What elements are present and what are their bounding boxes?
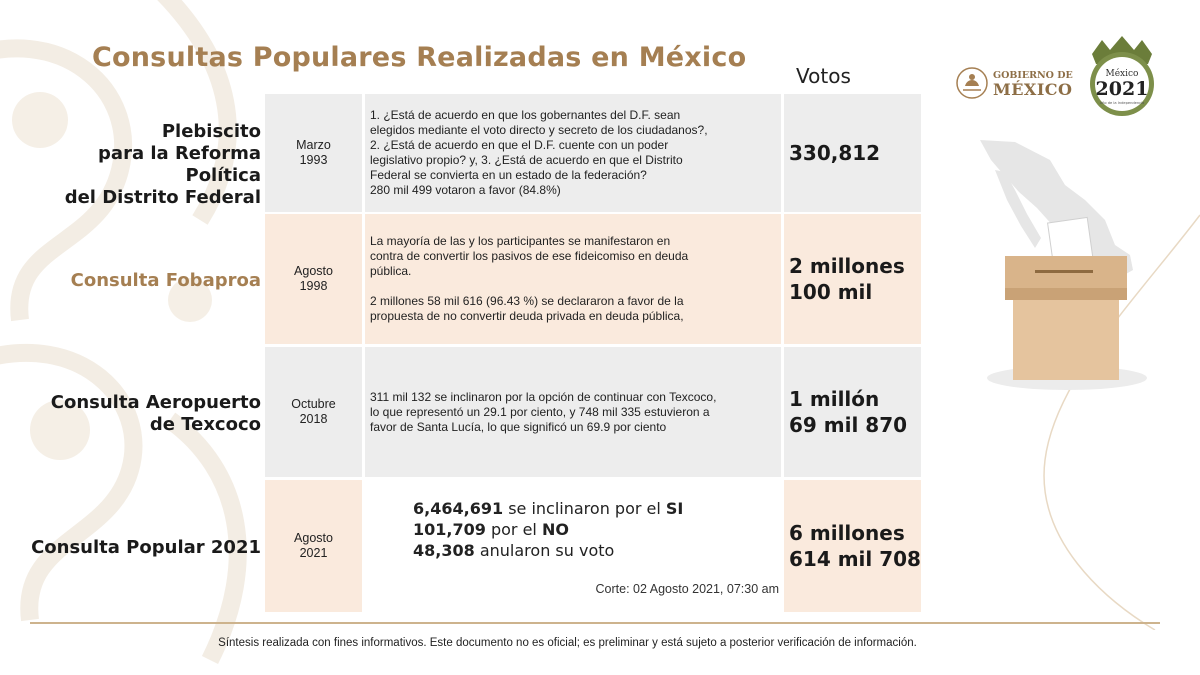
row-label-plebiscito: Plebiscito para la Reforma Política del Distrito Federal [64,121,261,208]
footer-disclaimer: Síntesis realizada con fines informativos. Este documento no es oficial; es preliminar y está sujeto a posterior verificación de información. [218,637,917,649]
results-cell-2021 [365,480,781,612]
date-cell-1993: Marzo 1993 [265,94,362,212]
votes-column-header: Votos [796,64,851,88]
background-pattern [0,0,300,675]
date-cell-2018: Octubre 2018 [265,347,362,477]
seal-year: 2021 [1095,78,1149,100]
mexico-2021-seal [1082,34,1162,120]
votes-cell-fobaproa: 2 millones 100 mil [784,214,921,344]
description-cell-fobaproa: La mayoría de las y los participantes se manifestaron en contra de convertir los pasivos de ese fideicomiso en deuda pública. 2 millones 58 mil 616 (96.43 %) se declararon a favor de la propuesta de no convertir deuda privada en deuda pública, [365,214,781,344]
results-list [413,498,683,561]
votes-cell-consulta-2021: 6 millones 614 mil 708 [784,480,921,612]
coat-of-arms-icon [955,66,989,100]
row-label-consulta-2021: Consulta Popular 2021 [31,537,261,558]
result-anulados: 48,308 anularon su voto [413,541,615,560]
ballot-box-illustration [955,130,1200,630]
date-cell-2021: Agosto 2021 [265,480,362,612]
description-cell-plebiscito: 1. ¿Está de acuerdo en que los gobernantes del D.F. sean elegidos mediante el voto directo y secreto de los ciudadanos?, 2. ¿Está de acuerdo en que el D.F. cuente con un poder legislativo propio? y, 3. ¿Está de acuerdo en que el Distrito Federal se convierta en un estado de la federación? 280 mil 499 votaron a favor (84.8%) [365,94,781,212]
seal-line1: México [1105,69,1139,79]
result-si: 6,464,691 se inclinaron por el SI [413,499,684,518]
gobierno-line2: MÉXICO [993,80,1073,99]
date-cell-1998: Agosto 1998 [265,214,362,344]
row-label-aeropuerto: Consulta Aeropuerto de Texcoco [50,392,261,435]
result-no: 101,709 por el NO [413,520,569,539]
votes-cell-aeropuerto: 1 millón 69 mil 870 [784,347,921,477]
gobierno-line1: GOBIERNO DE [993,70,1073,81]
footer-divider [30,622,1160,624]
row-label-fobaproa: Consulta Fobaproa [70,270,261,291]
gobierno-de-mexico-logo [955,66,1073,100]
votes-cell-plebiscito: 330,812 [784,94,921,212]
corte-timestamp: Corte: 02 Agosto 2021, 07:30 am [595,582,779,596]
description-cell-aeropuerto: 311 mil 132 se inclinaron por la opción de continuar con Texcoco, lo que representó un 29.1 por ciento, y 748 mil 335 estuvieron a favor de Santa Lucía, lo que significó un 69.9 por ciento [365,347,781,477]
page-title: Consultas Populares Realizadas en México [92,42,747,73]
seal-line3: Año de la Independencia [1099,101,1145,105]
